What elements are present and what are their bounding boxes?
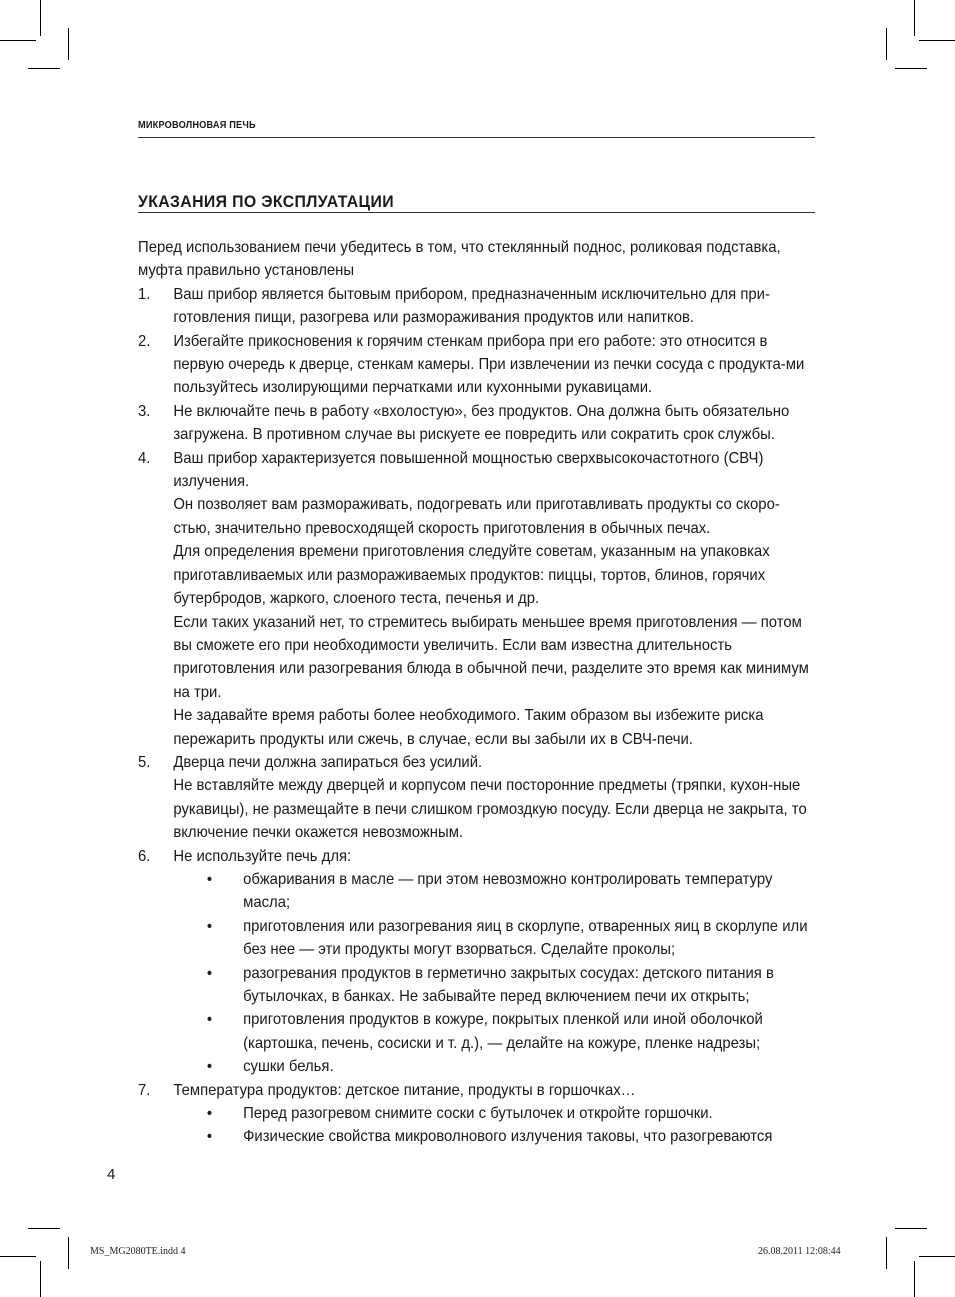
- list-item: [138, 283, 817, 330]
- crop-mark: [0, 40, 36, 41]
- crop-mark: [28, 68, 60, 69]
- list-text: Не включайте печь в работу «вхолостую», без продуктов. Она должна быть обязательно загружена. В противном случае вы рискуете ее повредить или сократить срок службы.: [173, 402, 790, 444]
- crop-mark: [68, 28, 69, 60]
- bullet-text: приготовления продуктов в кожуре, покрытых пленкой или иной оболочкой (картошка, печень, сосиски и т. д.), — делайте на кожуре, пленке надрезы;: [243, 1011, 763, 1052]
- list-number: 4.: [138, 449, 151, 467]
- list-number: 2.: [138, 332, 151, 350]
- list-text: Температура продуктов: детское питание, продукты в горшочках…: [173, 1081, 636, 1099]
- bullet-text: Физические свойства микроволнового излучения таковы, что разогреваются: [243, 1128, 773, 1146]
- bullet-glyph: •: [206, 964, 213, 982]
- bullet-item: [138, 1102, 817, 1125]
- bullet-glyph: •: [206, 870, 213, 888]
- list-paragraph: Не задавайте время работы более необходимого. Таким образом вы избежите риска пережарить продукты или сжечь, в случае, если вы забыли их в СВЧ-печи.: [173, 707, 764, 748]
- list-number: 6.: [138, 847, 151, 865]
- file-slug: MS_MG2080TE.indd 4: [90, 1246, 186, 1257]
- list-number: 3.: [138, 402, 151, 420]
- header-rule: [138, 137, 815, 138]
- list-number: 1.: [138, 285, 151, 303]
- bullet-text: сушки белья.: [243, 1058, 334, 1076]
- crop-mark: [68, 1237, 69, 1269]
- list-item: [138, 400, 817, 447]
- crop-mark: [895, 68, 927, 69]
- list-number: 5.: [138, 753, 151, 771]
- list-text: Ваш прибор является бытовым прибором, предназначенным исключительно для при-готовления пищи, разогрева или размораживания продуктов или напитков.: [173, 285, 770, 327]
- list-text: Не используйте печь для:: [173, 847, 352, 865]
- section-title: УКАЗАНИЯ ПО ЭКСПЛУАТАЦИИ: [138, 192, 394, 211]
- bullet-text: Перед разогревом снимите соски с бутылочек и откройте горшочки.: [243, 1105, 713, 1123]
- list-item: [138, 845, 817, 868]
- list-paragraph: Не вставляйте между дверцей и корпусом печи посторонние предметы (тряпки, кухон-ные рукавицы), не размещайте в печи слишком громоздкую посуду. Если дверца не закрыта, то включение печки окажется невозможным.: [173, 777, 807, 842]
- bullet-glyph: •: [206, 1105, 213, 1123]
- bullet-text: приготовления или разогревания яиц в скорлупе, отваренных яиц в скорлупе или без нее — эти продукты могут взорваться. Сделайте проколы;: [243, 917, 808, 959]
- bullet-text: обжаривания в масле — при этом невозможно контролировать температуру масла;: [243, 870, 773, 912]
- list-item: [138, 1079, 817, 1102]
- crop-mark: [914, 1261, 915, 1297]
- bullet-glyph: •: [206, 1058, 213, 1076]
- crop-mark: [919, 40, 955, 41]
- crop-mark: [40, 1261, 41, 1297]
- page-number: 4: [107, 1166, 116, 1183]
- list-text: Дверца печи должна запираться без усилий.: [173, 753, 483, 771]
- crop-mark: [895, 1228, 927, 1229]
- crop-mark: [886, 28, 887, 60]
- instruction-list: [138, 283, 817, 1149]
- bullet-item: [138, 962, 817, 1009]
- running-header: МИКРОВОЛНОВАЯ ПЕЧЬ: [138, 120, 256, 131]
- bullet-text: разогревания продуктов в герметично закрытых сосудах: детского питания в бутылочках, в банках. Не забывайте перед включением печи их открыть;: [243, 964, 774, 1005]
- bullet-item: [138, 915, 817, 962]
- section-rule: [138, 212, 815, 213]
- list-number: 7.: [138, 1081, 151, 1099]
- intro-paragraph: Перед использованием печи убедитесь в том, что стеклянный поднос, роликовая подставка, муфта правильно установлены: [138, 239, 781, 280]
- crop-mark: [919, 1256, 955, 1257]
- list-item: [138, 330, 817, 400]
- crop-mark: [0, 1256, 36, 1257]
- list-paragraph: Он позволяет вам размораживать, подогревать или приготавливать продукты со скоро-стью, значительно превосходящей скорость приготовления в обычных печах.: [173, 496, 780, 537]
- bullet-item: [138, 1008, 817, 1055]
- list-text: Ваш прибор характеризуется повышенной мощностью сверхвысокочастотного (СВЧ) излучения.: [173, 449, 764, 491]
- list-paragraph: Если таких указаний нет, то стремитесь выбирать меньшее время приготовления — потом вы сможете его при необходимости увеличить. Если вам известна длительность приготовления или разогревания блюда в обычной печи, разделите это время как минимум на три.: [173, 613, 809, 701]
- list-item: [138, 751, 817, 845]
- crop-mark: [914, 0, 915, 36]
- list-text: Избегайте прикосновения к горячим стенкам прибора при его работе: это относится в первую очередь к дверце, стенкам камеры. При извлечении из печки сосуда с продукта-ми пользуйтесь изолирующими перчатками или кухонными рукавицами.: [173, 332, 805, 397]
- crop-mark: [886, 1237, 887, 1269]
- bullet-glyph: •: [206, 1011, 213, 1029]
- list-item: [138, 447, 817, 751]
- instructions-body: [138, 236, 817, 1149]
- crop-mark: [40, 0, 41, 36]
- bullet-glyph: •: [206, 1128, 213, 1146]
- date-slug: 26.08.2011 12:08:44: [758, 1246, 841, 1257]
- bullet-item: [138, 868, 817, 915]
- bullet-item: [138, 1055, 817, 1078]
- crop-mark: [28, 1228, 60, 1229]
- bullet-item: [138, 1125, 817, 1148]
- list-paragraph: Для определения времени приготовления следуйте советам, указанным на упаковках приготавливаемых или размораживаемых продуктов: пиццы, тортов, блинов, горячих бутербродов, жаркого, слоеного теста, печенья и др.: [173, 543, 770, 608]
- bullet-glyph: •: [206, 917, 213, 935]
